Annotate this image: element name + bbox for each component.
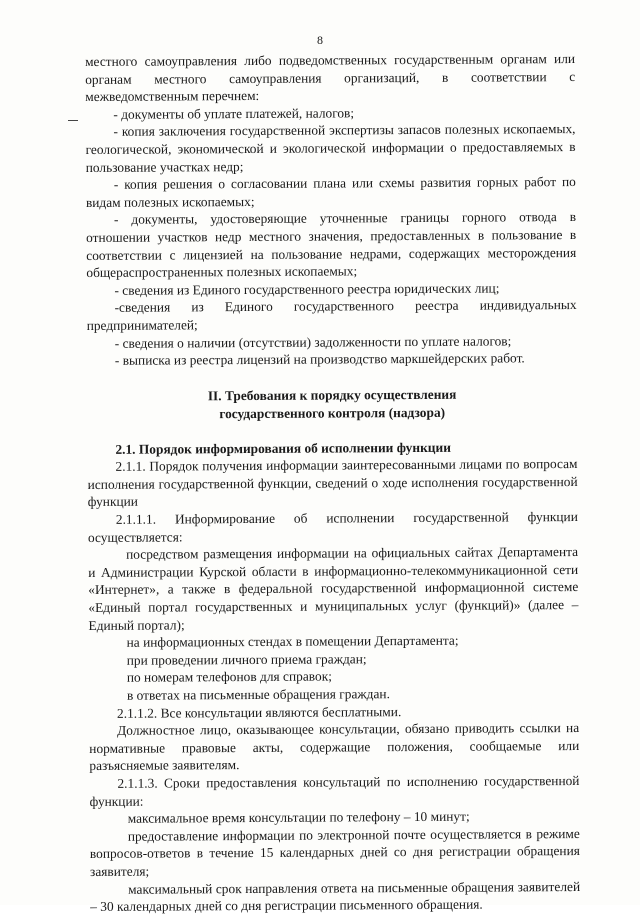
document-body (85, 50, 580, 916)
margin-mark (68, 120, 78, 121)
list-item: на информационных стендах в помещении Департамента; (126, 632, 459, 650)
paragraph: предоставление информации по электронной почте осуществляется в режиме вопросов-ответов в течение 15 календарных дней со дня регистрации обращения заявителя; (89, 825, 580, 879)
list-item: в ответах на письменные обращения граждан. (126, 686, 390, 703)
list-item: по номерам телефонов для справок; (126, 668, 332, 686)
list-item: при проведении личного приема граждан; (126, 651, 367, 668)
section-heading-line: государственного контроля (надзора) (219, 404, 446, 421)
list-item: - сведения из Единого государственного реестра юридических лиц; (114, 280, 500, 298)
paragraph: 2.1.1. Порядок получения информации заинтересованными лицами по вопросам исполнения государственной функции, сведений о ходе исполнения государственной функции (87, 456, 578, 510)
paragraph: Должностное лицо, оказывающее консультации, обязано приводить ссылки на нормативные правовые акты, содержащие положения, сообщаемые или разъясняемые заявителям. (89, 720, 580, 774)
list-item: максимальное время консультации по телефону – 10 минут; (127, 808, 470, 826)
paragraph: местного самоуправления либо подведомственных государственным органам или органам местного самоуправления организаций, в соответствии с межведомственным перечнем: (85, 51, 576, 105)
section-heading (87, 385, 577, 424)
list-item: - сведения о наличии (отсутствии) задолженности по уплате налогов; (114, 332, 512, 351)
section-heading-line: II. Требования к порядку осуществления (207, 386, 457, 403)
paragraph: 2.1.1.3. Сроки предоставления консультаций по исполнению государственной функции: (89, 772, 580, 809)
list-item: - копия заключения государственной экспертизы запасов полезных ископаемых, геологической, экономической и экологической информации о предоставляемых в пользование участках недр; (85, 121, 576, 175)
paragraph: 2.1.1.1. Информирование об исполнении государственной функции осуществляется: (87, 509, 578, 545)
list-item: -сведения из Единого государственного реестра индивидуальных предпринимателей; (86, 297, 577, 333)
list-item: - документы об уплате платежей, налогов; (113, 105, 355, 122)
page-number: 8 (317, 33, 323, 47)
paragraph: посредством размещения информации на официальных сайтах Департамента и Администрации Курской области в информационно-телекоммуникационной сети «Интернет», а также в федеральной государственной информационной системе «Единый портал государственных и муниципальных услуг (функций)» (далее – Единый портал); (88, 544, 579, 633)
subsection-heading: 2.1. Порядок информирования об исполнении функции (115, 439, 451, 457)
list-item: - выписка из реестра лицензий на производство маркшейдерских работ. (114, 350, 525, 368)
list-item: - документы, удостоверяющие уточненные границы горного отвода в отношении участков недр местного значения, предоставленных в пользование в соответствии с лицензией на пользование недрами, содержащих месторождения общераспространенных полезных ископаемых; (86, 209, 577, 281)
paragraph: максимальный срок направления ответа на письменные обращения заявителей – 30 календарных дней со дня регистрации письменного обращения. (90, 878, 581, 915)
list-item: - копия решения о согласовании плана или схемы развития горных работ по видам полезных ископаемых; (85, 174, 576, 210)
paragraph: 2.1.1.2. Все консультации являются бесплатными. (116, 703, 402, 721)
